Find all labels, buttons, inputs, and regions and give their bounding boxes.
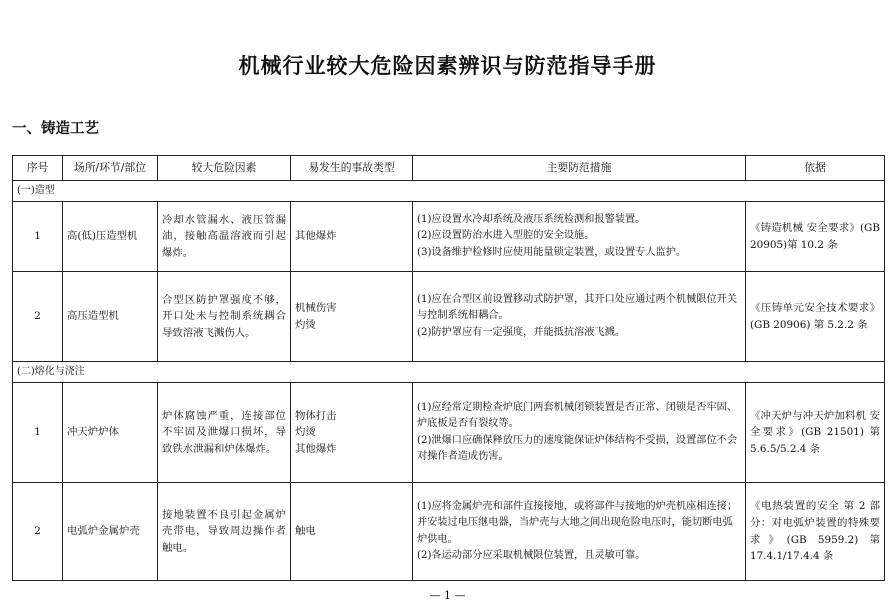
row-accident [291,272,413,362]
group-label: (一)造型 [13,181,885,202]
header-accident: 易发生的事故类型 [291,156,413,181]
row-measures [413,483,746,581]
row-basis: 《压铸单元安全技术要求》(GB 20906) 第 5.2.2 条 [746,272,885,362]
group-label: (二)熔化与浇注 [13,362,885,383]
row-hazard: 炉体腐蚀严重，连接部位不牢固及泄爆口损坏，导致铁水泄漏和炉体爆炸。 [158,383,291,483]
table-header-row [13,156,885,181]
measure-item: (2)泄爆口应确保释放压力的速度能保证炉体结构不受损，设置部位不会对操作者造成伤害。 [417,434,738,462]
measure-item: (1)应经常定期检查炉底门两套机械闭锁装置是否正常、闭锁是否牢固、炉底板是否有裂纹等。 [417,401,738,430]
row-no: 1 [13,202,63,272]
accident-type: 物体打击 [295,409,337,422]
row-accident [291,483,413,581]
row-no: 1 [13,383,63,483]
accident-type: 灼烫 [295,318,316,331]
row-hazard: 合型区防护罩强度不够，开口处未与控制系统耦合导致溶液飞溅伤人。 [158,272,291,362]
row-measures [413,383,746,483]
row-basis: 《冲天炉与冲天炉加料机 安全要求》(GB 21501) 第 5.6.5/5.2.4 条 [746,383,885,483]
measure-item: (2)应设置防治水进入型腔的安全设施。 [417,230,595,242]
measure-item: (1)应在合型区前设置移动式防护罩，其开口处应通过两个机械限位开关与控制系统相耦合。 [417,294,738,322]
measure-item: (1)应将金属炉壳和部件直接接地，或将部件与接地的炉壳机座相连接；并安装过电压继电器，当炉壳与大地之间出现危险电压时，能切断电弧炉供电。 [417,500,738,545]
measure-item: (3)设备维护检修时应使用能量锁定装置，或设置专人监护。 [417,246,687,258]
header-hazard: 较大危险因素 [158,156,291,181]
group-row [13,181,885,202]
table-row [13,383,885,483]
table-row [13,272,885,362]
hazard-table [12,155,885,581]
row-no: 2 [13,483,63,581]
header-place: 场所/环节/部位 [63,156,158,181]
row-measures [413,272,746,362]
header-basis: 依据 [746,156,885,181]
document-title: 机械行业较大危险因素辨识与防范指导手册 [238,53,657,78]
measure-item: (1)应设置水冷却系统及液压系统检测和报警装置。 [417,214,646,226]
accident-type: 其他爆炸 [295,442,337,455]
row-place: 高压造型机 [63,272,158,362]
row-hazard: 冷却水管漏水、液压管漏油，接触高温溶液而引起爆炸。 [158,202,291,272]
measure-item: (2)防护罩应有一定强度，并能抵抗溶液飞溅。 [417,326,625,338]
group-row [13,362,885,383]
row-basis: 《电热装置的安全 第 2 部分：对电弧炉装置的特殊要求》(GB 5959.2) 第 17.4.1/17.4.4 条 [746,483,885,581]
accident-type: 灼烫 [295,426,316,439]
page-number: — 1 — [429,589,466,602]
accident-type: 触电 [295,525,316,538]
header-measures: 主要防范措施 [413,156,746,181]
table-row [13,202,885,272]
row-place: 冲天炉炉体 [63,383,158,483]
row-hazard: 接地装置不良引起金属炉壳带电，导致周边操作者触电。 [158,483,291,581]
row-basis: 《铸造机械 安全要求》(GB 20905)第 10.2 条 [746,202,885,272]
header-no: 序号 [13,156,63,181]
row-place: 高(低)压造型机 [63,202,158,272]
row-measures [413,202,746,272]
table-row [13,483,885,581]
row-no: 2 [13,272,63,362]
row-place: 电弧炉金属炉壳 [63,483,158,581]
row-accident [291,383,413,483]
accident-type: 机械伤害 [295,301,337,314]
row-accident [291,202,413,272]
measure-item: (2)各运动部分应采取机械限位装置，且灵敏可靠。 [417,549,646,561]
section-heading: 一、铸造工艺 [12,121,99,137]
accident-type: 其他爆炸 [295,230,337,243]
